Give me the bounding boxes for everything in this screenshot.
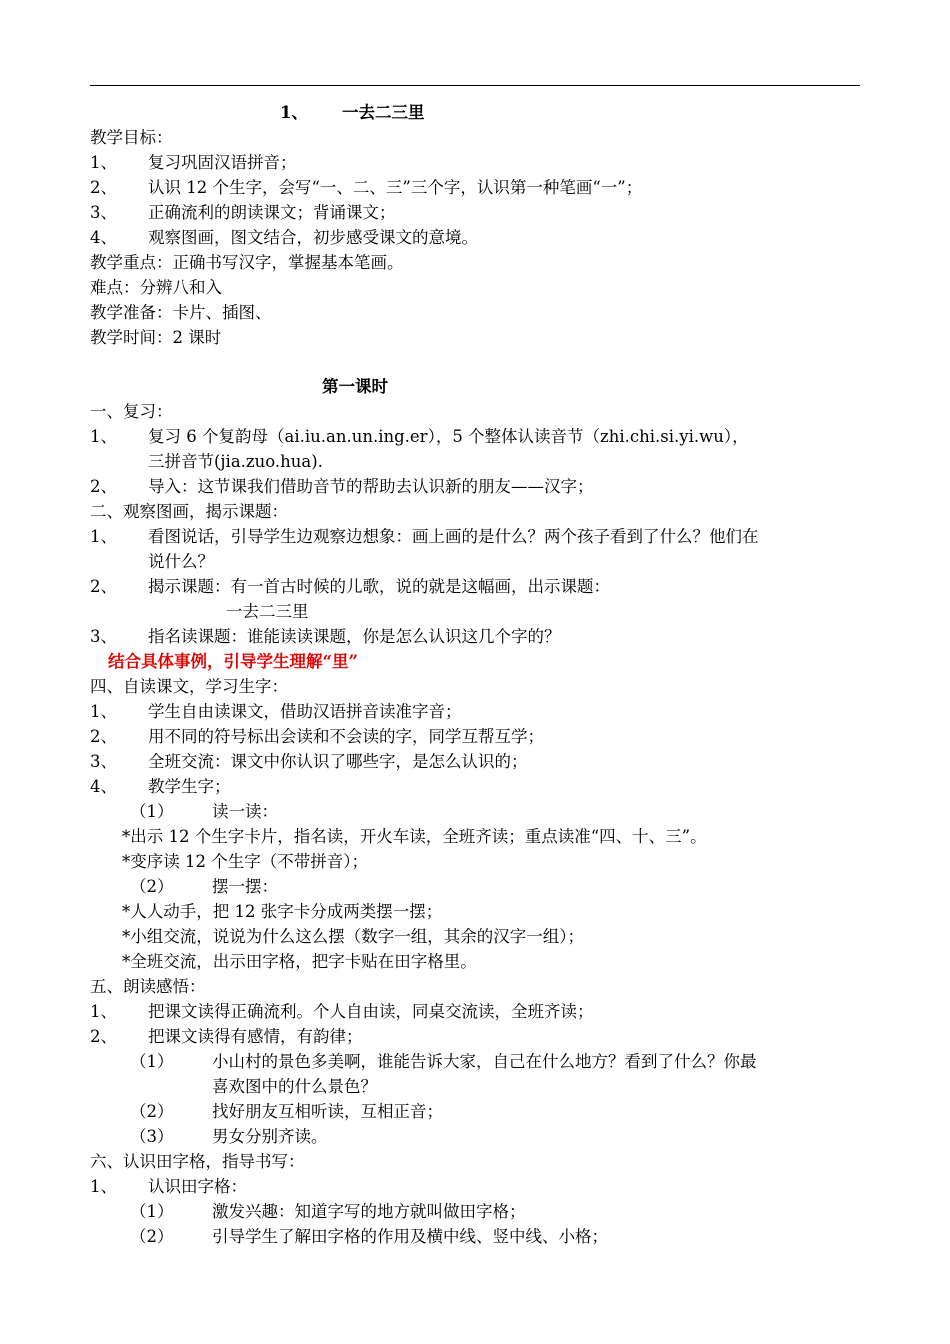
- sub-item: （2） 摆一摆：: [130, 877, 278, 896]
- list-item-continuation: 三拼音节(jia.zuo.hua).: [148, 452, 323, 471]
- sub-item: （1） 小山村的景色多美啊，谁能告诉大家，自己在什么地方？看到了什么？你最: [130, 1052, 757, 1071]
- bullet-item: *出示 12 个生字卡片，指名读，开火车读，全班齐读；重点读准“四、十、三”。: [122, 827, 707, 846]
- goal-item: 2、 认识 12 个生字，会写“一、二、三”三个字，认识第一种笔画“一”；: [90, 178, 643, 197]
- header-rule: [90, 85, 860, 86]
- list-item: 1、 认识田字格：: [90, 1177, 247, 1196]
- displayed-subject: 一去二三里: [226, 602, 309, 621]
- lesson-title: 1、 一去二三里: [280, 103, 425, 122]
- list-item-continuation: 说什么？: [148, 552, 214, 571]
- section-heading: 六、认识田字格，指导书写：: [90, 1152, 305, 1171]
- list-item: 4、 教学生字；: [90, 777, 231, 796]
- list-item: 3、 指名读课题：谁能读读课题，你是怎么认识这几个字的？: [90, 627, 561, 646]
- list-item: 2、 把课文读得有感情，有韵律；: [90, 1027, 363, 1046]
- bullet-item: *全班交流，出示田字格，把字卡贴在田字格里。: [122, 952, 477, 971]
- bullet-item: *人人动手，把 12 张字卡分成两类摆一摆；: [122, 902, 443, 921]
- bullet-item: *变序读 12 个生字（不带拼音）；: [122, 852, 368, 871]
- teacher-note: 结合具体事例，引导学生理解“里”: [108, 652, 358, 671]
- list-item: 2、 导入：这节课我们借助音节的帮助去认识新的朋友——汉字；: [90, 477, 594, 496]
- goals-heading: 教学目标：: [90, 128, 173, 147]
- sub-item-continuation: 喜欢图中的什么景色？: [212, 1077, 377, 1096]
- teaching-time: 教学时间：2 课时: [90, 328, 222, 347]
- sub-item: （2） 找好朋友互相听读，互相正音；: [130, 1102, 443, 1121]
- list-item: 1、 看图说话，引导学生边观察边想象：画上画的是什么？两个孩子看到了什么？他们在: [90, 527, 759, 546]
- section-heading: 四、自读课文，学习生字：: [90, 677, 288, 696]
- goal-item: 1、 复习巩固汉语拼音；: [90, 153, 297, 172]
- list-item: 1、 复习 6 个复韵母（ai.iu.an.un.ing.er），5 个整体认读音节（zhi.chi.si.yi.wu），: [90, 427, 749, 446]
- teaching-prep: 教学准备：卡片、插图、: [90, 303, 272, 322]
- section-heading: 二、观察图画，揭示课题：: [90, 502, 288, 521]
- sub-item: （2） 引导学生了解田字格的作用及横中线、竖中线、小格；: [130, 1227, 608, 1246]
- list-item: 3、 全班交流：课文中你认识了哪些字，是怎么认识的；: [90, 752, 528, 771]
- lesson-plan-document: [90, 100, 870, 1249]
- teaching-difficulty: 难点：分辨八和入: [90, 278, 222, 297]
- sub-item: （1） 读一读：: [130, 802, 278, 821]
- goal-item: 4、 观察图画，图文结合，初步感受课文的意境。: [90, 228, 478, 247]
- section-heading: 一、复习：: [90, 402, 173, 421]
- sub-item: （3） 男女分别齐读。: [130, 1127, 328, 1146]
- spacer: [90, 350, 870, 374]
- sub-item: （1） 激发兴趣：知道字写的地方就叫做田字格；: [130, 1202, 526, 1221]
- list-item: 1、 学生自由读课文，借助汉语拼音读准字音；: [90, 702, 462, 721]
- list-item: 2、 用不同的符号标出会读和不会读的字，同学互帮互学；: [90, 727, 544, 746]
- teaching-focus: 教学重点：正确书写汉字，掌握基本笔画。: [90, 253, 404, 272]
- list-item: 2、 揭示课题：有一首古时候的儿歌，说的就是这幅画，出示课题：: [90, 577, 610, 596]
- goal-item: 3、 正确流利的朗读课文；背诵课文；: [90, 203, 396, 222]
- section-heading: 五、朗读感悟：: [90, 977, 206, 996]
- bullet-item: *小组交流，说说为什么这么摆（数字一组，其余的汉字一组）；: [122, 927, 584, 946]
- lesson-subtitle: 第一课时: [322, 377, 388, 396]
- list-item: 1、 把课文读得正确流利。个人自由读，同桌交流读，全班齐读；: [90, 1002, 594, 1021]
